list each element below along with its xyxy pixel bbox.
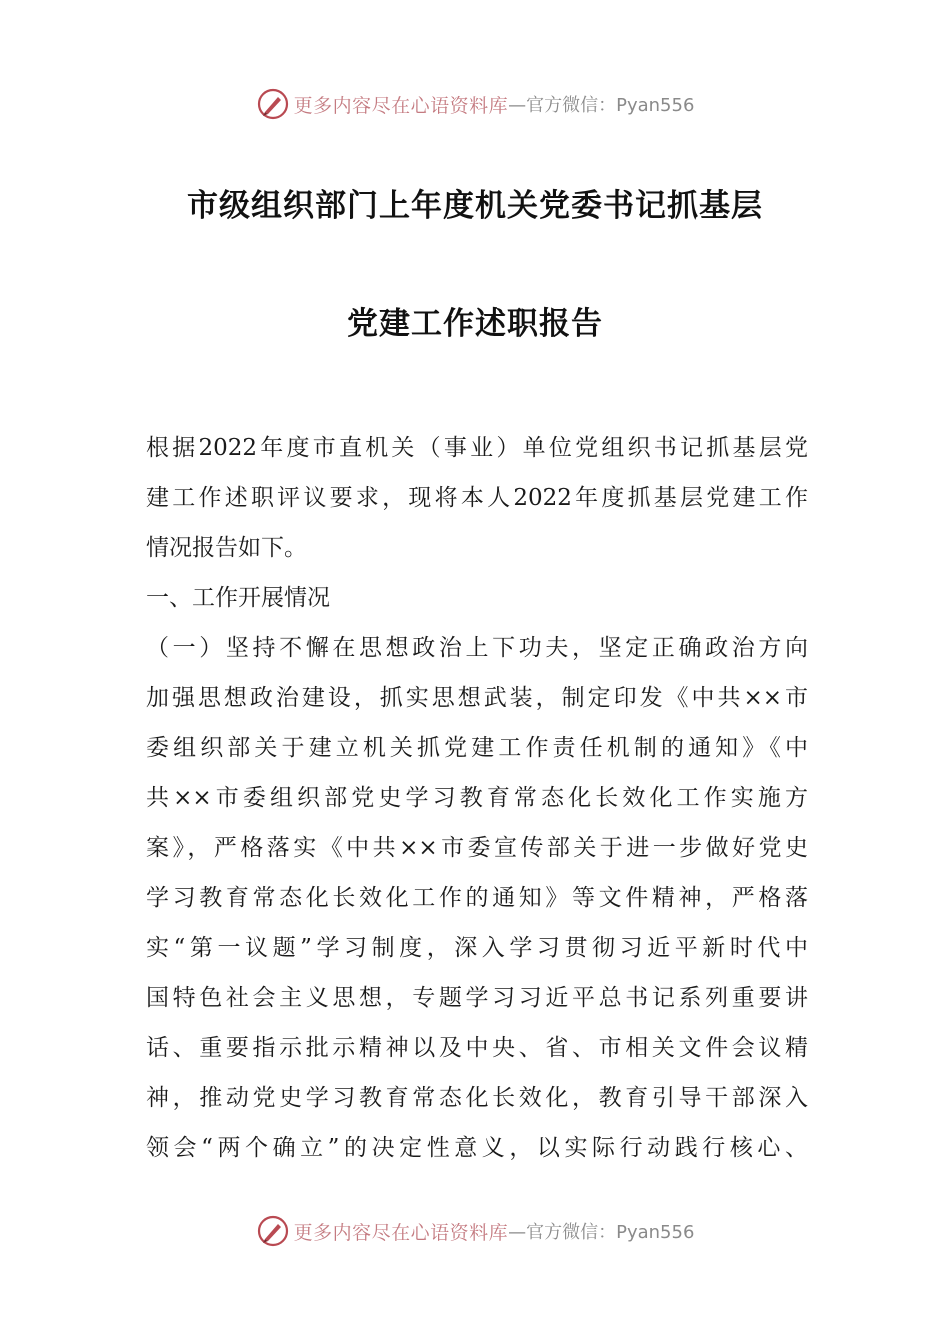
body-line: 学习教育常态化长效化工作的通知》等文件精神，严格落	[146, 885, 808, 911]
pen-circle-logo-icon	[256, 87, 290, 121]
header-watermark	[0, 84, 950, 124]
body-line: 领会“两个确立”的决定性意义，以实际行动践行核心、	[146, 1135, 808, 1161]
watermark-brand: 更多内容尽在心语资料库	[293, 1221, 509, 1244]
body-line: 加强思想政治建设，抓实思想武装，制定印发《中共××市	[146, 685, 808, 711]
body-line: 根据2022年度市直机关（事业）单位党组织书记抓基层党	[146, 435, 808, 461]
body-line: 神，推动党史学习教育常态化长效化，教育引导干部深入	[146, 1085, 808, 1111]
body-line: 实“第一议题”学习制度，深入学习贯彻习近平新时代中	[146, 935, 808, 961]
watermark-contact: —官方微信：Pyan556	[508, 1222, 695, 1243]
body-line: 共××市委组织部党史学习教育常态化长效化工作实施方	[146, 785, 808, 811]
footer-watermark	[0, 1211, 950, 1251]
section-heading: 一、工作开展情况	[146, 585, 330, 611]
document-title-line-1: 市级组织部门上年度机关党委书记抓基层	[187, 188, 763, 224]
document-body	[146, 426, 808, 1176]
body-line: 话、重要指示批示精神以及中央、省、市相关文件会议精	[146, 1035, 808, 1061]
subsection-heading: （一）坚持不懈在思想政治上下功夫，坚定正确政治方向	[146, 635, 808, 661]
body-line: 建工作述职评议要求，现将本人2022年度抓基层党建工作	[146, 485, 808, 511]
body-line: 国特色社会主义思想，专题学习习近平总书记系列重要讲	[146, 985, 808, 1011]
document-title-line-2: 党建工作述职报告	[347, 306, 603, 342]
body-line: 委组织部关于建立机关抓党建工作责任机制的通知》《中	[146, 735, 808, 761]
body-line: 情况报告如下。	[146, 535, 307, 561]
pen-circle-logo-icon	[256, 1214, 290, 1248]
watermark-brand: 更多内容尽在心语资料库	[293, 94, 509, 117]
body-line: 案》，严格落实《中共××市委宣传部关于进一步做好党史	[146, 835, 808, 861]
watermark-contact: —官方微信：Pyan556	[508, 95, 695, 116]
